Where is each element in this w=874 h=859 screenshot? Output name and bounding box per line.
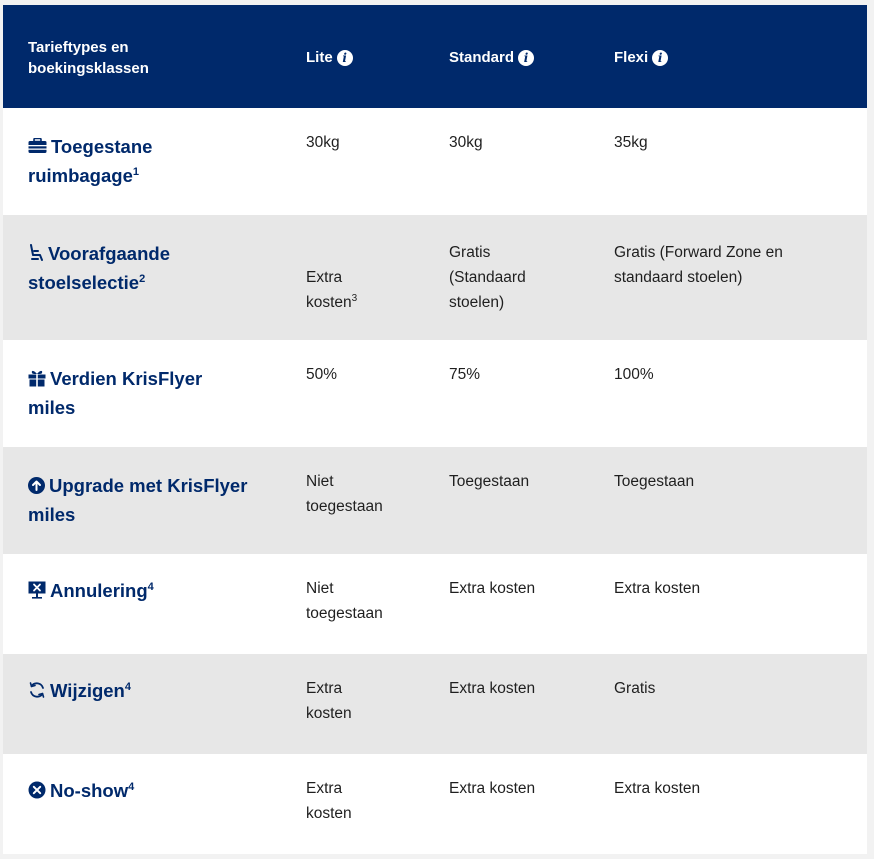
flexi-value — [614, 554, 867, 654]
feature-label: Voorafgaande stoelselectie — [28, 243, 170, 293]
value-text: 75% — [449, 366, 481, 383]
footnote-marker: 4 — [128, 781, 135, 793]
feature-cell — [3, 340, 306, 447]
header-title-line1: Tarieftypes en — [28, 39, 129, 56]
value-text: Gratis — [614, 680, 656, 697]
value-text: 35kg — [614, 134, 648, 151]
footnote-marker: 2 — [139, 273, 146, 285]
baggage-icon — [28, 138, 47, 155]
header-col-flexi — [614, 5, 867, 108]
table-row — [3, 654, 867, 754]
table-row — [3, 447, 867, 554]
feature-cell — [3, 754, 306, 854]
seat-icon — [28, 244, 44, 262]
flexi-value — [614, 215, 867, 340]
gift-icon — [28, 369, 46, 387]
flexi-value — [614, 447, 867, 554]
feature-label: Upgrade met KrisFlyer miles — [28, 475, 248, 525]
col-standard-label: Standard — [449, 49, 515, 66]
standard-value — [449, 654, 614, 754]
col-lite-label: Lite — [306, 49, 333, 66]
footnote-marker: 1 — [132, 166, 139, 178]
feature-label: Wijzigen — [50, 680, 125, 701]
lite-value — [306, 654, 449, 754]
header-title — [3, 5, 306, 108]
feature-cell — [3, 215, 306, 340]
feature-cell — [3, 654, 306, 754]
value-text: Niet toegestaan — [306, 473, 383, 515]
standard-value — [449, 754, 614, 854]
standard-value — [449, 108, 614, 215]
cancel-screen-icon — [28, 581, 46, 599]
footnote-marker: 4 — [124, 681, 131, 693]
fare-comparison-table — [3, 5, 867, 854]
table-row — [3, 215, 867, 340]
value-text: Extra kosten — [306, 680, 352, 722]
value-text: Toegestaan — [614, 473, 695, 490]
value-text: Extra kosten — [449, 780, 536, 797]
value-text: Extra kosten — [614, 580, 701, 597]
table-row — [3, 554, 867, 654]
lite-value — [306, 754, 449, 854]
col-flexi-label: Flexi — [614, 49, 649, 66]
table-row — [3, 340, 867, 447]
value-text: Extra kosten — [614, 780, 701, 797]
lite-value — [306, 340, 449, 447]
no-show-x-icon — [28, 781, 46, 799]
footnote-marker: 3 — [351, 293, 358, 304]
value-text: Toegestaan — [449, 473, 530, 490]
table-row — [3, 108, 867, 215]
flexi-value — [614, 340, 867, 447]
change-refresh-icon — [28, 681, 46, 699]
value-text: Extra kosten — [449, 680, 536, 697]
feature-label: Verdien KrisFlyer miles — [28, 368, 203, 418]
flexi-value — [614, 654, 867, 754]
standard-value — [449, 215, 614, 340]
upgrade-arrow-icon — [28, 477, 45, 494]
value-text: 30kg — [449, 134, 483, 151]
value-text: 50% — [306, 366, 338, 383]
value-text: 30kg — [306, 134, 340, 151]
info-icon[interactable]: i — [652, 50, 668, 66]
lite-value — [306, 108, 449, 215]
feature-cell — [3, 108, 306, 215]
info-icon[interactable]: i — [518, 50, 534, 66]
value-text: Extra kosten — [449, 580, 536, 597]
feature-label: Toegestane ruimbagage — [28, 136, 153, 186]
header-col-lite — [306, 5, 449, 108]
header-col-standard — [449, 5, 614, 108]
feature-label: Annulering — [50, 580, 148, 601]
footnote-marker: 4 — [147, 581, 154, 593]
feature-label: No-show — [50, 780, 129, 801]
value-text: 100% — [614, 366, 654, 383]
value-text: Niet toegestaan — [306, 580, 383, 622]
flexi-value — [614, 754, 867, 854]
table-row — [3, 754, 867, 854]
lite-value — [306, 215, 449, 340]
info-icon[interactable]: i — [337, 50, 353, 66]
feature-cell — [3, 554, 306, 654]
standard-value — [449, 447, 614, 554]
value-text: Gratis (Standaard stoelen) — [449, 244, 526, 311]
value-text: Gratis (Forward Zone en standaard stoelen) — [614, 244, 783, 286]
flexi-value — [614, 108, 867, 215]
table-header-row — [3, 5, 867, 108]
feature-cell — [3, 447, 306, 554]
lite-value — [306, 447, 449, 554]
header-title-line2: boekingsklassen — [28, 60, 149, 77]
value-text: Extra kosten — [306, 269, 352, 311]
value-text: Extra kosten — [306, 780, 352, 822]
lite-value — [306, 554, 449, 654]
standard-value — [449, 340, 614, 447]
standard-value — [449, 554, 614, 654]
